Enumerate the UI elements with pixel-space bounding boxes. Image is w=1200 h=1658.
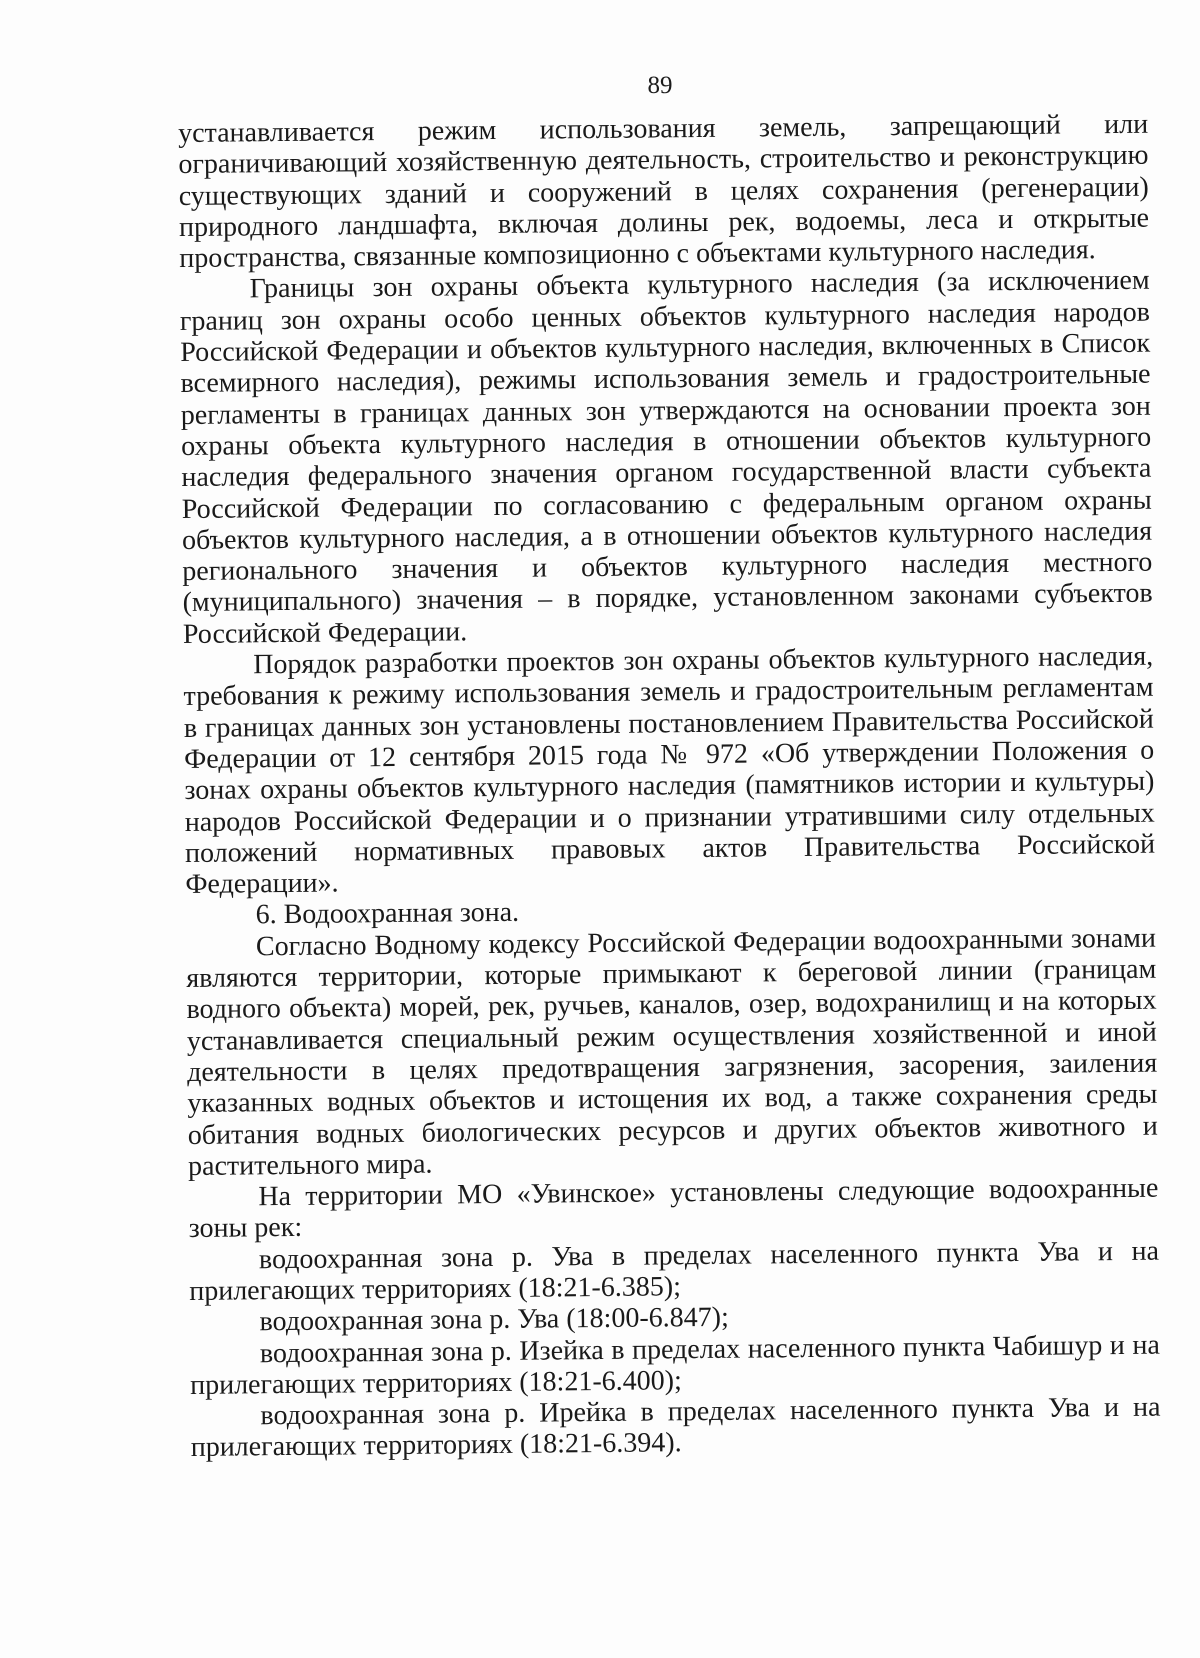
section-heading-water-protection-zone: 6. Водоохранная зона.	[255, 897, 520, 931]
list-item-zone-uva: водоохранная зона р. Ува (18:00-6.847);	[259, 1302, 729, 1338]
list-item-zone-uva-settlement: водоохранная зона р. Ува в пределах населенного пункта Ува и на прилегающих территориях (18:21-6.385);	[189, 1235, 1160, 1307]
document-body	[178, 109, 1161, 1464]
list-item-zone-ireyka: водоохранная зона р. Ирейка в пределах населенного пункта Ува и на прилегающих территориях (18:21-6.394).	[190, 1391, 1161, 1464]
paragraph-zone-boundaries: Границы зон охраны объекта культурного наследия (за исключением границ зон охраны особо ценных объектов культурного наследия народов Российской Федерации и объектов культурного наследия, включенных в Список всемирного наследия), режимы использования земель и градостроительные регламенты в границах данных зон утверждаются на основании проекта зон охраны объекта культурного наследия в отношении объектов культурного наследия федерального значения органом государственной власти субъекта Российской Федерации по согласованию с федеральным органом охраны объектов культурного наследия, а в отношении объектов культурного наследия регионального значения и объектов культурного наследия местного (муниципального) значения – в порядке, установленном законами субъектов Российской Федерации.	[179, 265, 1153, 650]
paragraph-established-zones-intro: На территории МО «Увинское» установлены следующие водоохранные зоны рек:	[188, 1172, 1159, 1245]
paragraph-project-procedure: Порядок разработки проектов зон охраны объектов культурного наследия, требования к режиму использования земель и градостроительным регламентам в границах данных зон установлены постановлением Правительства Российской Федерации от 12 сентября 2015 года № 972 «Об утверждении Положения о зонах охраны объектов культурного наследия (памятников истории и культуры) народов Российской Федерации и о признании утратившими силу отдельных положений нормативных правовых актов Правительства Российской Федерации».	[183, 640, 1156, 901]
paragraph-zone-regime-continuation: устанавливается режим использования земель, запрещающий или ограничивающий хозяйственную деятельность, строительство и реконструкцию существующих зданий и сооружений в целях сохранения (регенерации) природного ландшафта, включая долины рек, водоемы, леса и открытые пространства, связанные композиционно с объектами культурного наследия.	[178, 108, 1150, 275]
page-number: 89	[647, 72, 673, 99]
paragraph-water-code-definition: Согласно Водному кодексу Российской Федерации водоохранными зонами являются территории, которые примыкают к береговой линии (границам водного объекта) морей, рек, ручьев, каналов, озер, водохранилищ и на которых устанавливается специальный режим осуществления хозяйственной и иной деятельности в целях предотвращения загрязнения, засорения, заиления указанных водных объектов и истощения их вод, а также сохранения среды обитания водных биологических ресурсов и других объектов животного и растительного мира.	[186, 922, 1158, 1182]
list-item-zone-izeyka: водоохранная зона р. Изейка в пределах населенного пункта Чабишур и на прилегающих территориях (18:21-6.400);	[190, 1329, 1160, 1401]
